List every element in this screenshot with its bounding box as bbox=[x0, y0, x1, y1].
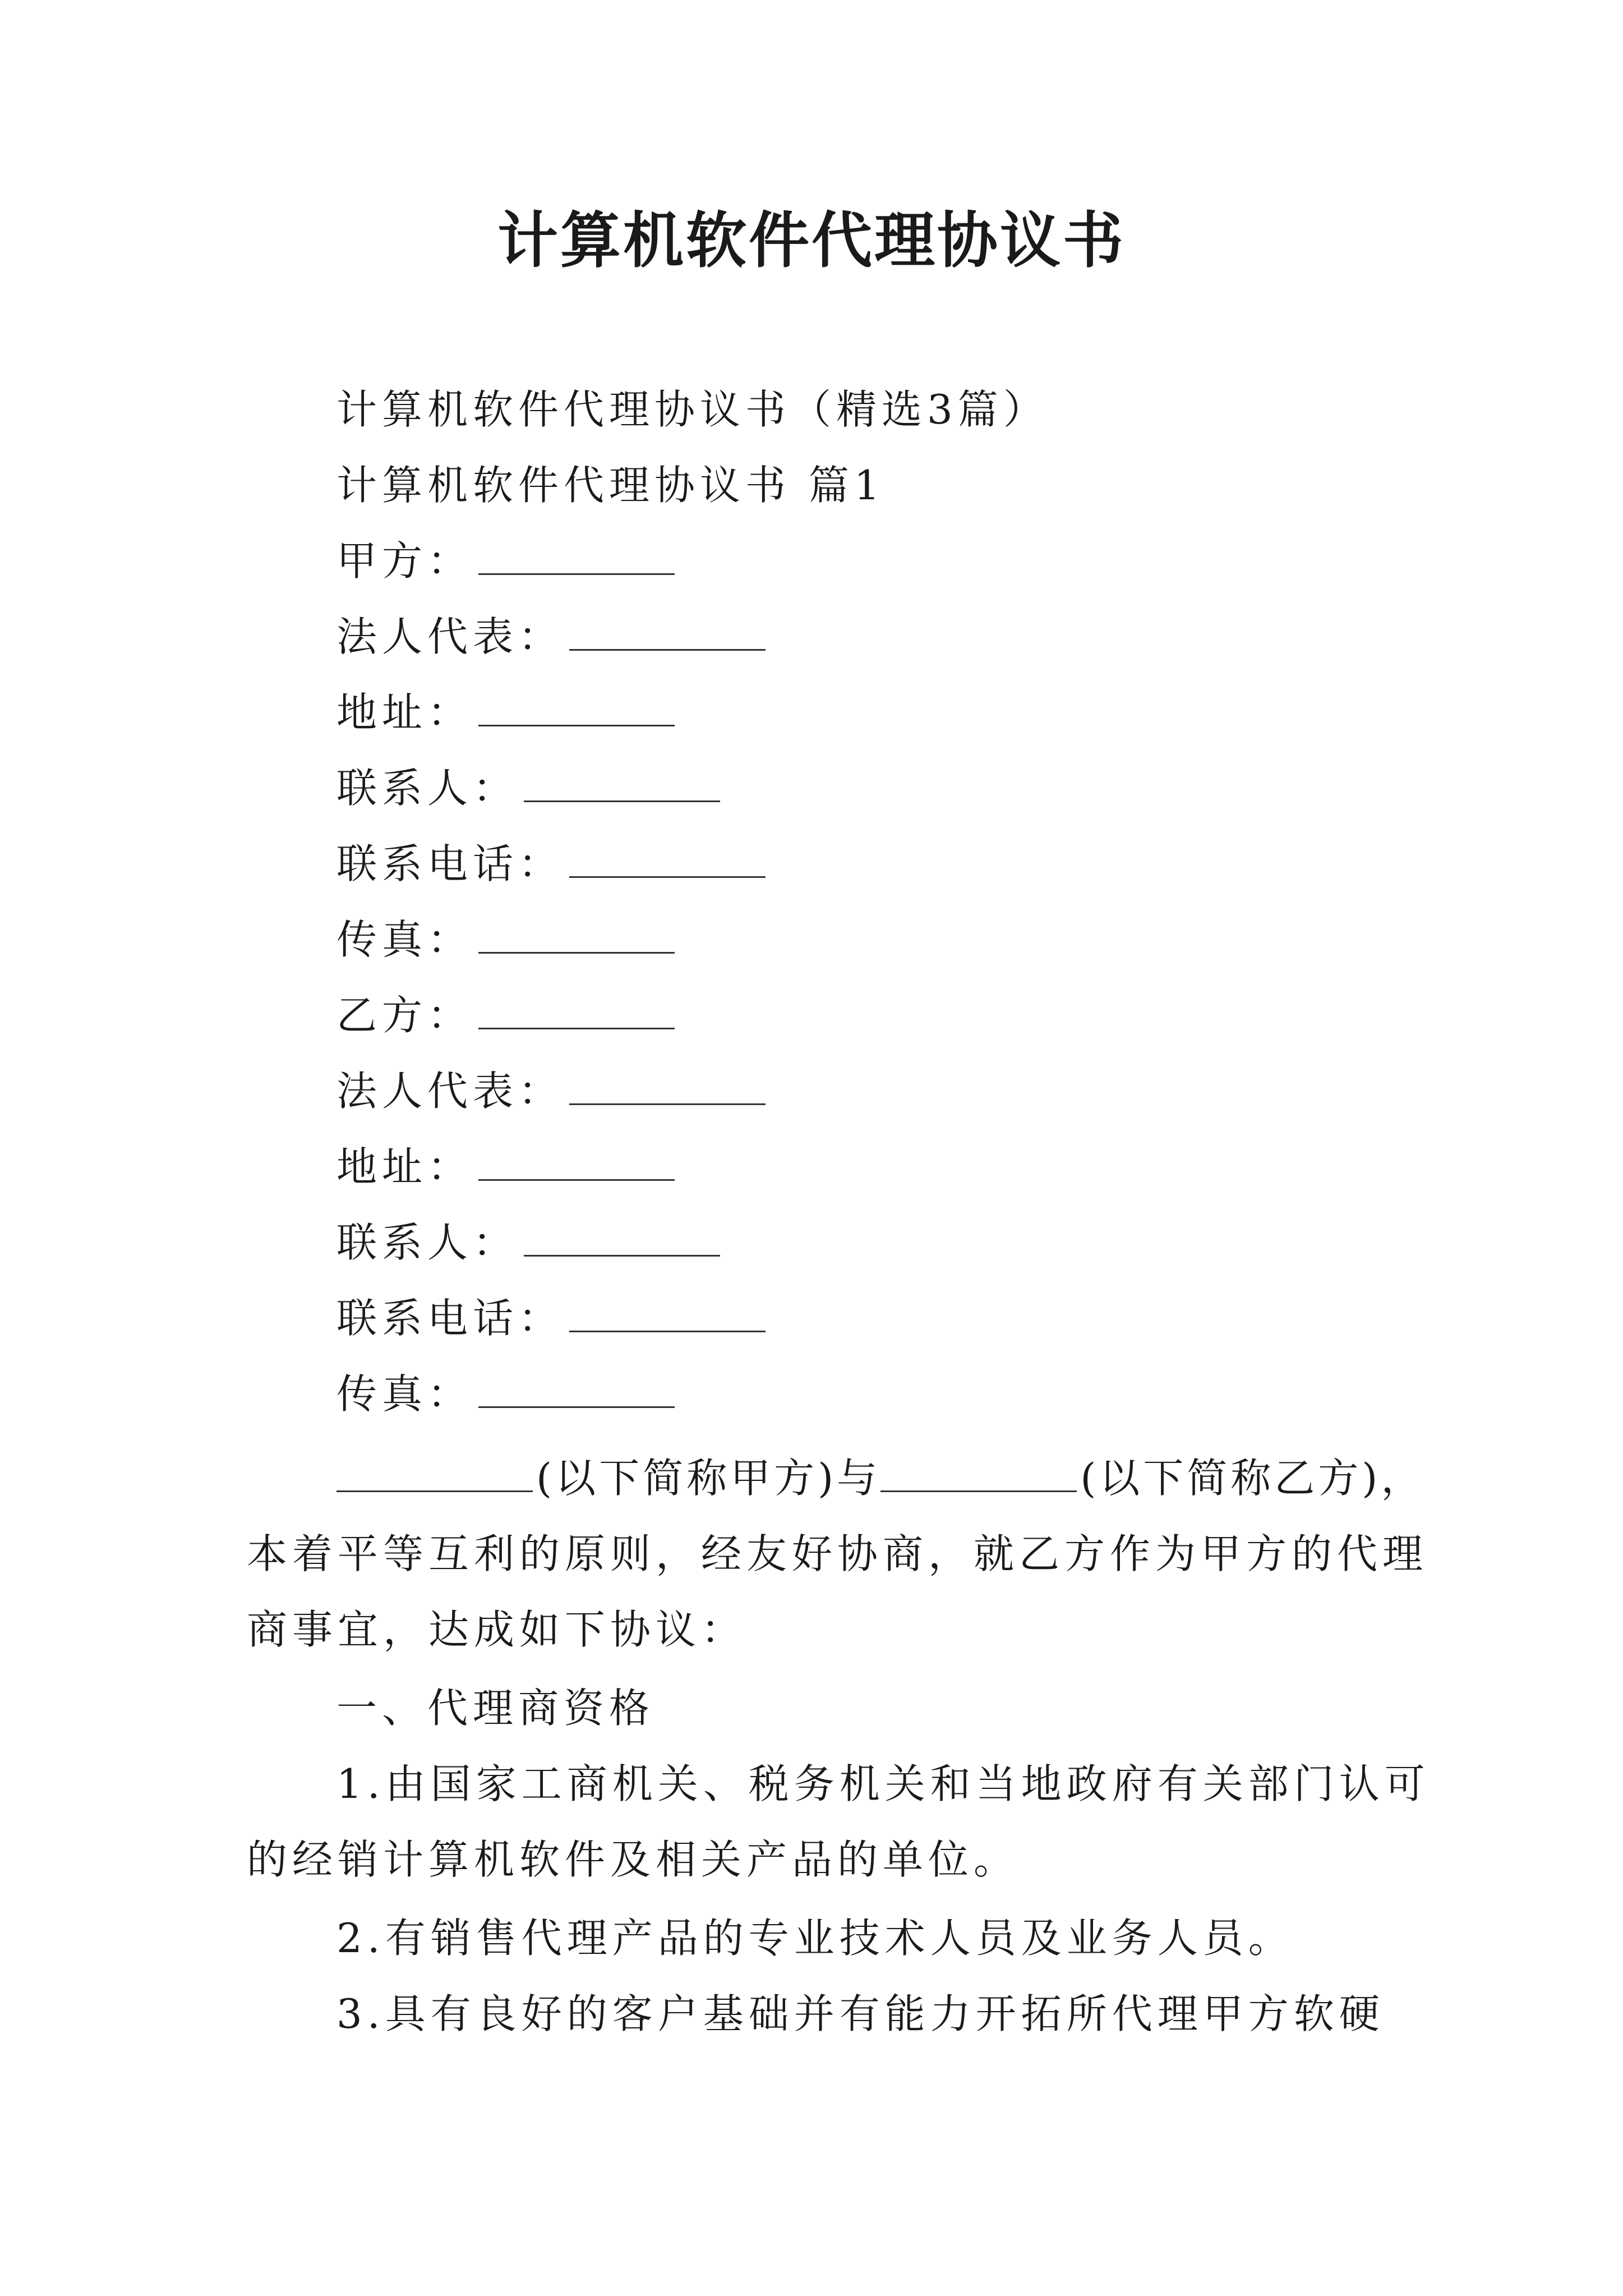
field-label: 法人代表： bbox=[336, 613, 564, 660]
intro-line-3: 商事宜，达成如下协议： bbox=[247, 1606, 747, 1653]
party-b-address-line bbox=[336, 1139, 675, 1195]
party-b-phone-line bbox=[336, 1290, 766, 1346]
section-heading: 计算机软件代理协议书 篇1 bbox=[336, 462, 885, 509]
party-a-fax-line bbox=[336, 912, 675, 968]
field-blank[interactable] bbox=[569, 1297, 766, 1332]
field-label: 传真： bbox=[336, 916, 473, 963]
field-blank[interactable] bbox=[524, 767, 720, 802]
field-label: 地址： bbox=[336, 1143, 473, 1190]
intro-line-1 bbox=[336, 1450, 1424, 1506]
party-a-phone-line bbox=[336, 836, 766, 892]
article-item-3-line-1: 3.具有良好的客户基础并有能力开拓所代理甲方软硬 bbox=[336, 1990, 1385, 2037]
party-a-label: 甲方： bbox=[336, 537, 473, 585]
intro-party-b-blank[interactable] bbox=[880, 1457, 1077, 1492]
intro-text-2: (以下简称乙方)， bbox=[1080, 1455, 1425, 1502]
party-b-legal-rep-line bbox=[336, 1063, 766, 1119]
field-blank[interactable] bbox=[478, 918, 675, 954]
field-blank[interactable] bbox=[478, 1373, 675, 1408]
field-label: 传真： bbox=[336, 1370, 473, 1418]
field-blank[interactable] bbox=[524, 1221, 720, 1257]
field-label: 地址： bbox=[336, 689, 473, 736]
party-a-legal-rep-line bbox=[336, 609, 766, 665]
field-label: 联系电话： bbox=[336, 840, 564, 887]
article-item-1-line-2: 的经销计算机软件及相关产品的单位。 bbox=[247, 1836, 1020, 1883]
party-b-fax-line bbox=[336, 1366, 675, 1422]
field-label: 联系人： bbox=[336, 1219, 519, 1266]
field-label: 联系电话： bbox=[336, 1295, 564, 1342]
party-a-contact-line bbox=[336, 760, 720, 816]
field-blank[interactable] bbox=[569, 1070, 766, 1105]
field-label: 联系人： bbox=[336, 765, 519, 812]
party-b-line bbox=[336, 987, 675, 1043]
field-blank[interactable] bbox=[478, 691, 675, 726]
article-item-1-line-1: 1.由国家工商机关、税务机关和当地政府有关部门认可 bbox=[336, 1760, 1430, 1807]
article-item-2: 2.有销售代理产品的专业技术人员及业务人员。 bbox=[336, 1915, 1294, 1962]
party-a-line bbox=[336, 533, 675, 589]
field-blank[interactable] bbox=[478, 1145, 675, 1181]
field-blank[interactable] bbox=[569, 615, 766, 651]
intro-party-a-blank[interactable] bbox=[336, 1457, 533, 1492]
field-label: 法人代表： bbox=[336, 1068, 564, 1115]
intro-text-1: (以下简称甲方)与 bbox=[536, 1455, 881, 1502]
document-title: 计算机软件代理协议书 bbox=[497, 206, 1126, 276]
party-b-contact-line bbox=[336, 1214, 720, 1271]
party-a-blank[interactable] bbox=[478, 540, 675, 575]
article-heading: 一、代理商资格 bbox=[336, 1685, 655, 1732]
field-blank[interactable] bbox=[569, 843, 766, 878]
intro-line-2: 本着平等互利的原则，经友好协商，就乙方作为甲方的代理 bbox=[247, 1530, 1428, 1577]
party-a-address-line bbox=[336, 684, 675, 740]
party-b-blank[interactable] bbox=[478, 994, 675, 1029]
subtitle: 计算机软件代理协议书（精选3篇） bbox=[336, 386, 1049, 433]
party-b-label: 乙方： bbox=[336, 992, 473, 1039]
